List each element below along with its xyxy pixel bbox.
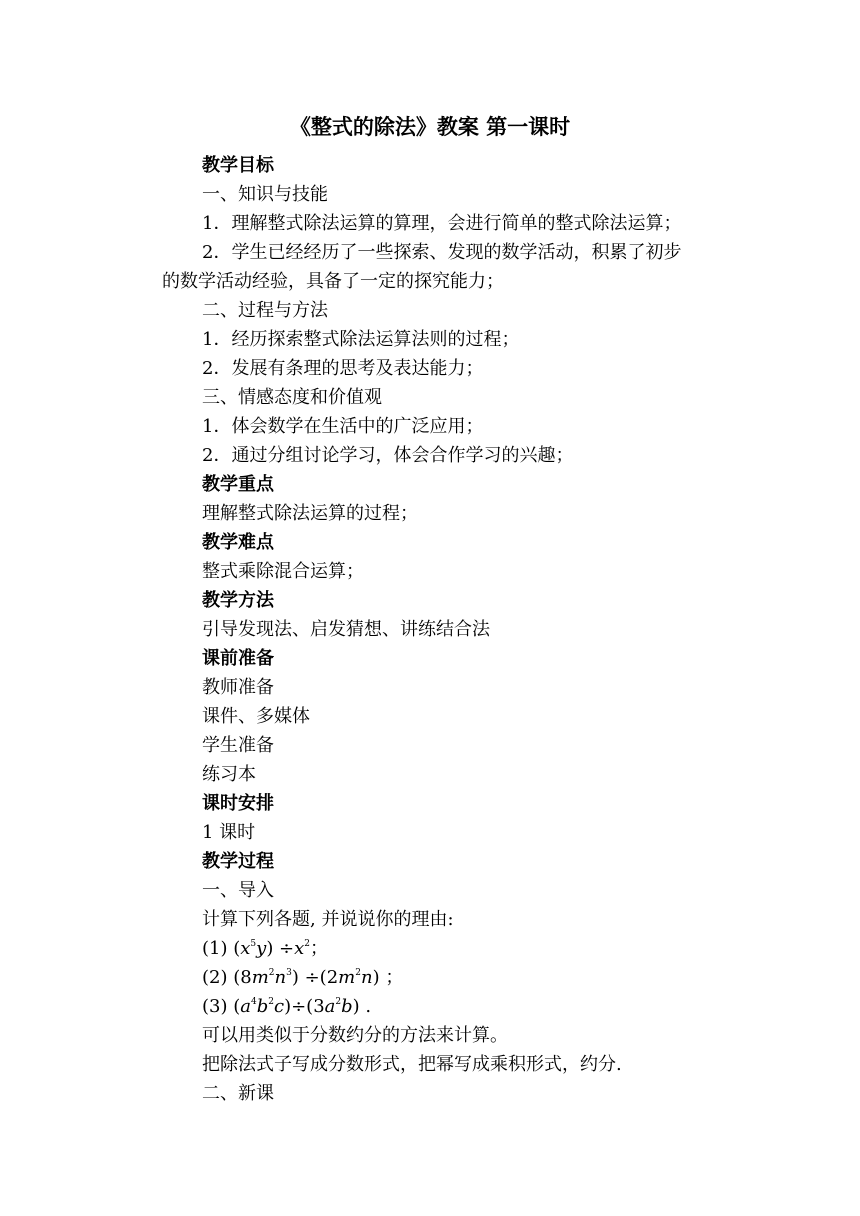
heading-preparation: 课前准备 — [202, 648, 274, 669]
problem-3: (3) $(a^4b^2c)\div(3a^2b)$ . — [202, 996, 372, 1017]
heading-methods: 教学方法 — [202, 590, 274, 611]
methods-text: 引导发现法、启发猜想、讲练结合法 — [202, 619, 490, 640]
difficulties-text: 整式乘除混合运算； — [202, 561, 364, 582]
heading-process: 教学过程 — [202, 851, 274, 872]
goal-item: 2．发展有条理的思考及表达能力； — [202, 358, 484, 379]
heading-schedule: 课时安排 — [202, 793, 274, 814]
section-knowledge-skills: 一、知识与技能 — [202, 184, 328, 205]
document-title: 《整式的除法》教案 第一课时 — [289, 114, 571, 139]
problem-1: (1) $(x^5y) \div x^2$； — [202, 938, 329, 959]
key-points-text: 理解整式除法运算的过程； — [202, 503, 418, 524]
goal-item: 1．经历探索整式除法运算法则的过程； — [202, 329, 520, 350]
heading-difficulties: 教学难点 — [202, 532, 274, 553]
heading-key-points: 教学重点 — [202, 474, 274, 495]
goal-item: 2．学生已经经历了一些探索、发现的数学活动，积累了初步 — [202, 242, 682, 263]
heading-teaching-goals: 教学目标 — [202, 155, 274, 176]
explanation-text: 把除法式子写成分数形式，把幂写成乘积形式，约分. — [202, 1054, 622, 1075]
student-prep-text: 练习本 — [202, 764, 256, 785]
schedule-text: 1 课时 — [202, 822, 256, 843]
explanation-text: 可以用类似于分数约分的方法来计算。 — [202, 1025, 508, 1046]
intro-prompt: 计算下列各题, 并说说你的理由: — [202, 909, 454, 930]
section-attitudes-values: 三、情感态度和价值观 — [202, 387, 382, 408]
teacher-prep-label: 教师准备 — [202, 677, 274, 698]
student-prep-label: 学生准备 — [202, 735, 274, 756]
section-process-methods: 二、过程与方法 — [202, 300, 328, 321]
goal-item: 2．通过分组讨论学习，体会合作学习的兴趣； — [202, 445, 574, 466]
section-intro: 一、导入 — [202, 880, 274, 901]
goal-item-continuation: 的数学活动经验，具备了一定的探究能力； — [162, 271, 504, 292]
section-new-lesson: 二、新课 — [202, 1083, 274, 1104]
goal-item: 1．体会数学在生活中的广泛应用； — [202, 416, 484, 437]
goal-item: 1．理解整式除法运算的算理，会进行简单的整式除法运算； — [202, 213, 682, 234]
problem-2: (2) $(8m^2n^3) \div(2m^2n)$ ； — [202, 967, 404, 988]
teacher-prep-text: 课件、多媒体 — [202, 706, 310, 727]
